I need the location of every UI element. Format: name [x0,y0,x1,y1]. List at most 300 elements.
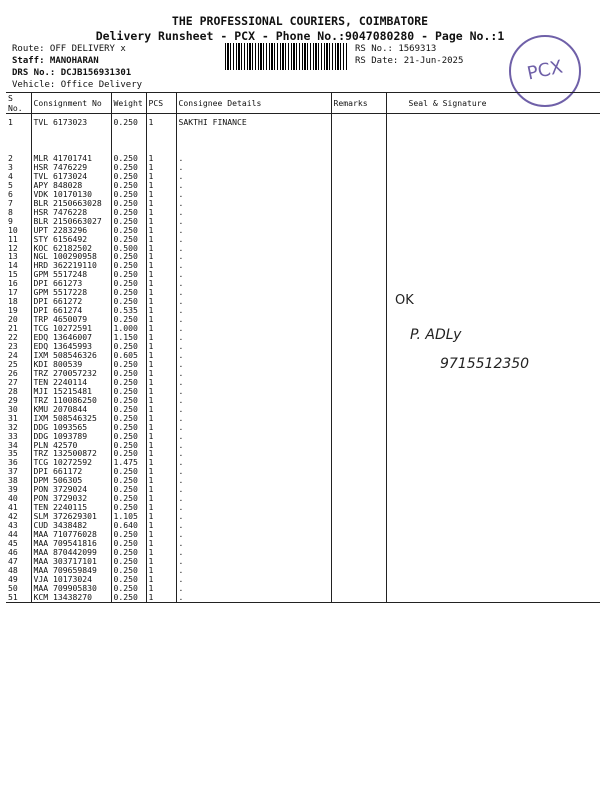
cell-weight: 0.250 [111,405,146,414]
cell-consignee: . [176,432,331,441]
cell-consignee: . [176,360,331,369]
cell-consignee: . [176,297,331,306]
cell-seal [386,163,600,172]
cell-consignment: MAA 709541816 [31,539,111,548]
cell-sno: 44 [8,530,18,539]
cell-consignee: . [176,208,331,217]
cell-seal [386,270,600,279]
cell-consignee: . [176,199,331,208]
cell-seal [386,539,600,548]
cell-remarks [331,494,386,503]
cell-pcs: 1 [146,449,176,458]
column-header-consignment: Consignment No [31,93,111,114]
cell-consignment: BLR 2150663028 [31,199,111,208]
cell-remarks [331,154,386,163]
cell-pcs: 1 [146,360,176,369]
cell-seal [386,512,600,521]
cell-weight: 0.250 [111,378,146,387]
cell-consignment: VDK 10170130 [31,190,111,199]
cell-remarks [331,423,386,432]
cell-pcs: 1 [146,378,176,387]
cell-consignee: . [176,467,331,476]
cell-remarks [331,539,386,548]
cell-consignee: . [176,458,331,467]
cell-remarks [331,378,386,387]
cell-seal [386,244,600,253]
table-row [6,315,600,324]
cell-pcs: 1 [146,333,176,342]
cell-seal [386,226,600,235]
cell-consignment: TRZ 110086250 [31,396,111,405]
cell-pcs: 1 [146,208,176,217]
cell-sno: 7 [8,198,13,208]
pcx-stamp: PCX [509,35,581,107]
cell-consignee: . [176,396,331,405]
cell-consignee: . [176,485,331,494]
column-header-pcs: PCS [146,93,176,114]
table-row [6,306,600,315]
cell-consignee: . [176,351,331,360]
document-title: THE PROFESSIONAL COURIERS, COIMBATORE [171,14,429,28]
cell-pcs: 1 [146,512,176,521]
cell-pcs: 1 [146,270,176,279]
cell-consignee: . [176,279,331,288]
cell-consignment: TRZ 270057232 [31,369,111,378]
cell-sno: 3 [8,162,13,172]
cell-pcs: 1 [146,405,176,414]
cell-consignment: TRZ 132500872 [31,449,111,458]
cell-seal [386,252,600,261]
cell-seal [386,297,600,306]
cell-sno: 14 [8,261,18,271]
cell-weight: 0.250 [111,503,146,512]
cell-weight: 0.250 [111,387,146,396]
cell-seal [386,476,600,485]
cell-remarks [331,306,386,315]
cell-weight: 0.250 [111,449,146,458]
cell-weight: 0.250 [111,226,146,235]
cell-consignment: TRP 4650079 [31,315,111,324]
cell-weight: 0.250 [111,114,146,155]
cell-seal [386,485,600,494]
handwritten-phone: 9715512350 [440,356,530,372]
cell-seal [386,279,600,288]
cell-consignment: DPI 661172 [31,467,111,476]
cell-seal [386,503,600,512]
cell-pcs: 1 [146,530,176,539]
cell-seal [386,548,600,557]
cell-sno: 29 [8,395,18,405]
cell-weight: 0.250 [111,432,146,441]
cell-seal [386,306,600,315]
cell-consignment: TCG 10272592 [31,458,111,467]
column-header-consignee: Consignee Details [176,93,331,114]
table-row [6,593,600,602]
cell-pcs: 1 [146,315,176,324]
vehicle-text: Vehicle: Office Delivery [12,80,143,90]
cell-seal [386,593,600,602]
cell-sno: 40 [8,494,18,504]
table-row [6,208,600,217]
cell-sno: 34 [8,440,18,450]
cell-seal [386,396,600,405]
cell-seal [386,584,600,593]
cell-weight: 1.150 [111,333,146,342]
cell-pcs: 1 [146,252,176,261]
table-row [6,378,600,387]
cell-sno: 13 [8,252,18,262]
cell-sno: 16 [8,279,18,289]
cell-consignee: . [176,315,331,324]
table-row [6,288,600,297]
cell-consignee: . [176,261,331,270]
cell-remarks [331,449,386,458]
cell-sno: 11 [8,234,18,244]
cell-sno: 45 [8,538,18,548]
cell-consignment: HRD 362219110 [31,261,111,270]
cell-sno: 41 [8,503,18,513]
cell-remarks [331,333,386,342]
cell-consignee: . [176,575,331,584]
cell-remarks [331,324,386,333]
cell-consignment: IXM 508546326 [31,351,111,360]
cell-pcs: 1 [146,163,176,172]
cell-sno: 33 [8,431,18,441]
table-row [6,244,600,253]
cell-pcs: 1 [146,181,176,190]
cell-weight: 0.250 [111,270,146,279]
table-row [6,512,600,521]
cell-remarks [331,441,386,450]
cell-pcs: 1 [146,351,176,360]
cell-consignment: MAA 870442099 [31,548,111,557]
cell-consignment: IXM 508546325 [31,414,111,423]
cell-sno: 25 [8,359,18,369]
cell-weight: 0.250 [111,485,146,494]
cell-pcs: 1 [146,190,176,199]
cell-seal [386,414,600,423]
cell-weight: 0.250 [111,279,146,288]
cell-consignee: . [176,548,331,557]
table-row [6,575,600,584]
cell-remarks [331,252,386,261]
cell-consignment: CUD 3438482 [31,521,111,530]
cell-weight: 0.250 [111,396,146,405]
column-header-sno: S No. [6,93,31,114]
cell-pcs: 1 [146,566,176,575]
cell-weight: 0.250 [111,217,146,226]
cell-remarks [331,190,386,199]
table-row [6,163,600,172]
cell-seal [386,199,600,208]
cell-sno: 24 [8,350,18,360]
cell-sno: 32 [8,422,18,432]
cell-sno: 8 [8,207,13,217]
cell-pcs: 1 [146,494,176,503]
cell-remarks [331,369,386,378]
cell-weight: 0.250 [111,557,146,566]
cell-consignee: . [176,288,331,297]
cell-weight: 0.250 [111,199,146,208]
rs-date: RS Date: 21-Jun-2025 [355,56,464,66]
cell-sno: 48 [8,565,18,575]
table-row [6,458,600,467]
cell-consignee: . [176,593,331,602]
cell-pcs: 1 [146,423,176,432]
table-row [6,181,600,190]
cell-weight: 0.605 [111,351,146,360]
rs-number: RS No.: 1569313 [355,44,437,54]
cell-sno: 20 [8,315,18,325]
cell-sno: 39 [8,485,18,495]
cell-consignment: KMU 2070844 [31,405,111,414]
table-header-row [6,93,600,114]
cell-sno: 30 [8,404,18,414]
cell-consignee: . [176,306,331,315]
cell-remarks [331,181,386,190]
cell-consignee: . [176,387,331,396]
cell-seal [386,342,600,351]
cell-consignee: . [176,172,331,181]
table-row [6,521,600,530]
cell-weight: 1.105 [111,512,146,521]
cell-remarks [331,226,386,235]
cell-weight: 0.250 [111,181,146,190]
table-row [6,530,600,539]
cell-sno: 9 [8,216,13,226]
cell-remarks [331,548,386,557]
cell-seal [386,530,600,539]
cell-pcs: 1 [146,369,176,378]
table-row [6,279,600,288]
cell-consignee: . [176,154,331,163]
cell-pcs: 1 [146,557,176,566]
cell-remarks [331,476,386,485]
cell-remarks [331,485,386,494]
route-text: Route: OFF DELIVERY x [12,44,126,54]
cell-consignee: . [176,270,331,279]
cell-consignment: SLM 372629301 [31,512,111,521]
drs-number: DRS No.: DCJB156931301 [12,68,132,78]
cell-weight: 0.250 [111,530,146,539]
cell-seal [386,217,600,226]
table-row [6,423,600,432]
table-row [6,557,600,566]
cell-sno: 26 [8,368,18,378]
table-row [6,503,600,512]
cell-consignment: DDG 1093789 [31,432,111,441]
cell-pcs: 1 [146,279,176,288]
cell-consignment: TVL 6173024 [31,172,111,181]
cell-consignment: KDI 800539 [31,360,111,369]
cell-pcs: 1 [146,432,176,441]
cell-consignee: . [176,181,331,190]
cell-remarks [331,414,386,423]
cell-consignment: STY 6156492 [31,235,111,244]
cell-remarks [331,270,386,279]
cell-weight: 0.250 [111,584,146,593]
cell-sno: 50 [8,583,18,593]
cell-pcs: 1 [146,306,176,315]
cell-consignment: GPM 5517248 [31,270,111,279]
cell-seal [386,566,600,575]
cell-consignment: MAA 710776028 [31,530,111,539]
cell-pcs: 1 [146,467,176,476]
cell-weight: 0.640 [111,521,146,530]
table-row [6,476,600,485]
table-row [6,342,600,351]
table-row [6,405,600,414]
cell-pcs: 1 [146,297,176,306]
cell-weight: 0.250 [111,154,146,163]
cell-consignment: MAA 709905830 [31,584,111,593]
cell-sno: 46 [8,547,18,557]
cell-remarks [331,199,386,208]
cell-seal [386,575,600,584]
handwritten-ok: OK [395,293,414,308]
cell-weight: 0.250 [111,575,146,584]
table-row [6,467,600,476]
cell-consignment: DPI 661272 [31,297,111,306]
table-row [6,414,600,423]
cell-seal [386,423,600,432]
cell-sno: 35 [8,449,18,459]
cell-consignee: . [176,557,331,566]
cell-remarks [331,342,386,351]
cell-weight: 0.500 [111,244,146,253]
cell-consignment: EDQ 13645993 [31,342,111,351]
cell-weight: 0.250 [111,297,146,306]
table-row [6,252,600,261]
cell-seal [386,494,600,503]
cell-consignee: . [176,530,331,539]
cell-weight: 0.250 [111,369,146,378]
cell-seal [386,441,600,450]
cell-pcs: 1 [146,441,176,450]
cell-consignment: BLR 2150663027 [31,217,111,226]
cell-remarks [331,315,386,324]
cell-remarks [331,512,386,521]
table-row [6,226,600,235]
cell-consignee: . [176,449,331,458]
cell-weight: 0.250 [111,252,146,261]
cell-pcs: 1 [146,593,176,602]
cell-remarks [331,261,386,270]
cell-remarks [331,244,386,253]
cell-seal [386,181,600,190]
cell-consignment: PLN 42570 [31,441,111,450]
cell-remarks [331,593,386,602]
cell-sno: 12 [8,243,18,253]
cell-consignee: . [176,539,331,548]
cell-pcs: 1 [146,476,176,485]
cell-seal [386,387,600,396]
cell-consignee: . [176,521,331,530]
cell-remarks [331,351,386,360]
cell-consignment: TCG 10272591 [31,324,111,333]
cell-consignment: NGL 100290958 [31,252,111,261]
cell-consignee: . [176,584,331,593]
table-row [6,548,600,557]
cell-sno: 22 [8,333,18,343]
cell-pcs: 1 [146,324,176,333]
cell-weight: 0.250 [111,441,146,450]
cell-remarks [331,566,386,575]
cell-sno: 15 [8,270,18,280]
table-row [6,485,600,494]
cell-consignee: . [176,190,331,199]
cell-remarks [331,360,386,369]
cell-pcs: 1 [146,503,176,512]
cell-weight: 0.250 [111,235,146,244]
table-row [6,324,600,333]
table-row [6,566,600,575]
cell-consignee: . [176,369,331,378]
table-row [6,449,600,458]
cell-remarks [331,521,386,530]
cell-remarks [331,235,386,244]
cell-weight: 0.250 [111,315,146,324]
table-row [6,333,600,342]
cell-consignee: SAKTHI FINANCE [176,114,331,155]
cell-remarks [331,217,386,226]
cell-seal [386,190,600,199]
table-row [6,494,600,503]
cell-weight: 0.250 [111,548,146,557]
cell-sno: 23 [8,342,18,351]
cell-sno: 31 [8,413,18,423]
cell-consignment: MLR 41701741 [31,154,111,163]
cell-weight: 0.250 [111,539,146,548]
cell-sno: 42 [8,512,18,522]
table-row [6,199,600,208]
cell-pcs: 1 [146,261,176,270]
cell-consignment: GPM 5517228 [31,288,111,297]
cell-remarks [331,208,386,217]
cell-remarks [331,396,386,405]
cell-sno: 19 [8,306,18,316]
table-row [6,154,600,163]
cell-remarks [331,458,386,467]
cell-remarks [331,288,386,297]
cell-weight: 0.250 [111,593,146,602]
cell-remarks [331,584,386,593]
column-header-remarks: Remarks [331,93,386,114]
cell-remarks [331,387,386,396]
cell-sno: 5 [8,180,13,190]
cell-seal [386,172,600,181]
cell-weight: 0.250 [111,190,146,199]
cell-seal [386,235,600,244]
cell-weight: 0.535 [111,306,146,315]
cell-consignee: . [176,405,331,414]
cell-consignee: . [176,494,331,503]
cell-sno: 51 [6,593,31,602]
table-row [6,297,600,306]
cell-consignment: KOC 62182502 [31,244,111,253]
table-row [6,172,600,181]
cell-weight: 0.250 [111,342,146,351]
cell-consignment: DPI 661273 [31,279,111,288]
table-row [6,584,600,593]
cell-consignee: . [176,441,331,450]
staff-text: Staff: MANOHARAN [12,56,99,66]
table-row [6,217,600,226]
cell-consignment: TEN 2240114 [31,378,111,387]
cell-pcs: 1 [146,342,176,351]
cell-consignment: KCM 13438270 [31,593,111,602]
cell-consignee: . [176,324,331,333]
